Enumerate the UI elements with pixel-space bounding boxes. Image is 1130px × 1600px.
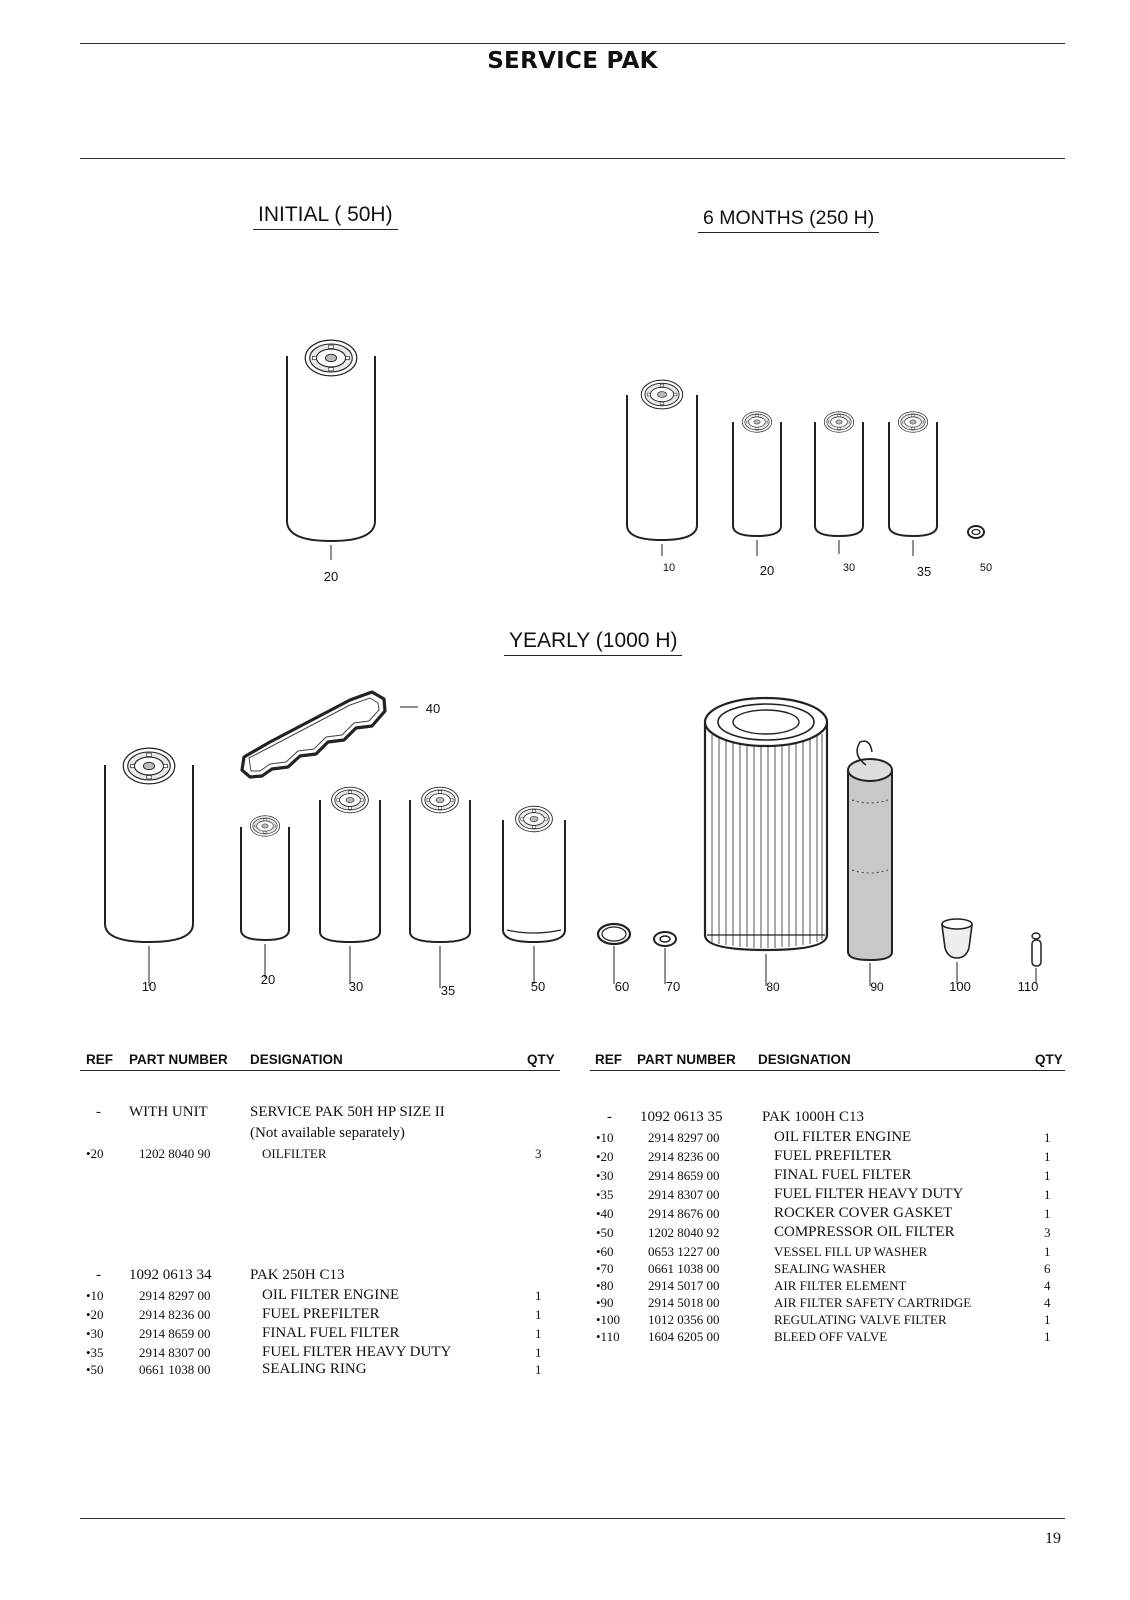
table-row-designation: SEALING WASHER <box>774 1261 887 1276</box>
table-row-part: 2914 8307 00 <box>648 1187 720 1202</box>
table-row-part: 1012 0356 00 <box>648 1312 720 1327</box>
callout-yearly-50: 50 <box>530 979 546 994</box>
table-row-part: 2914 8297 00 <box>139 1288 211 1303</box>
right-header-designation: DESIGNATION <box>758 1052 851 1067</box>
table-row-qty: 6 <box>1044 1261 1051 1276</box>
left-header-rule <box>80 1070 560 1071</box>
table-row-ref: •40 <box>596 1206 614 1221</box>
callout-yearly-10: 10 <box>141 979 157 994</box>
page-number: 19 <box>1045 1530 1061 1547</box>
table-row-qty: 1 <box>1044 1130 1051 1145</box>
table-row-part: 2914 8297 00 <box>648 1130 720 1145</box>
table-row-qty: 3 <box>535 1146 542 1161</box>
right-header-qty: QTY <box>1035 1052 1063 1067</box>
table-row-designation: REGULATING VALVE FILTER <box>774 1312 947 1327</box>
table-row-part: 2914 8236 00 <box>139 1307 211 1322</box>
table-row-part: 2914 5017 00 <box>648 1278 720 1293</box>
table-row-qty: 1 <box>535 1288 542 1303</box>
table-row-qty: 1 <box>1044 1244 1051 1259</box>
table-row-qty: 4 <box>1044 1278 1051 1293</box>
table-row-ref: •70 <box>596 1261 614 1276</box>
table-row-ref: •10 <box>596 1130 614 1145</box>
section-initial-heading: INITIAL ( 50H) <box>253 203 398 230</box>
table-row-group-part: 1092 0613 35 <box>640 1109 723 1125</box>
callout-yearly-60: 60 <box>614 979 630 994</box>
table-row-group-designation: PAK 250H C13 <box>250 1267 345 1283</box>
table-row-qty: 3 <box>1044 1225 1051 1240</box>
table-row-designation: OIL FILTER ENGINE <box>774 1129 912 1145</box>
callout-yearly-40: 40 <box>425 701 441 716</box>
table-row-qty: 1 <box>535 1326 542 1341</box>
left-header-designation: DESIGNATION <box>250 1052 343 1067</box>
table-row-part: 2914 8659 00 <box>648 1168 720 1183</box>
table-row-group-ref: - <box>607 1109 612 1125</box>
table-row-part: 2914 8659 00 <box>139 1326 211 1341</box>
table-row-designation: FUEL PREFILTER <box>774 1148 892 1164</box>
table-row-group-part: WITH UNIT <box>129 1104 208 1120</box>
left-header-ref: REF <box>86 1052 113 1067</box>
callout-6m-20: 20 <box>759 563 775 578</box>
callout-yearly-80: 80 <box>766 980 780 994</box>
table-row-ref: •60 <box>596 1244 614 1259</box>
table-row-group-designation: PAK 1000H C13 <box>762 1109 864 1125</box>
callout-yearly-35: 35 <box>440 983 456 998</box>
table-row-ref: •30 <box>86 1326 104 1341</box>
right-header-rule <box>590 1070 1065 1071</box>
table-row-ref: •35 <box>596 1187 614 1202</box>
callout-initial-20: 20 <box>323 569 339 584</box>
table-row-qty: 1 <box>1044 1329 1051 1344</box>
table-row-part: 1202 8040 90 <box>139 1146 211 1161</box>
table-row-designation: AIR FILTER SAFETY CARTRIDGE <box>774 1295 972 1310</box>
table-row-part: 0661 1038 00 <box>139 1362 211 1377</box>
table-row-part: 2914 8307 00 <box>139 1345 211 1360</box>
callout-yearly-70: 70 <box>665 979 681 994</box>
table-row-group-note: (Not available separately) <box>250 1125 405 1141</box>
callout-yearly-110: 110 <box>1017 979 1039 994</box>
table-row-designation: ROCKER COVER GASKET <box>774 1205 953 1221</box>
table-row-designation: COMPRESSOR OIL FILTER <box>774 1224 955 1240</box>
table-row-ref: •110 <box>596 1329 620 1344</box>
table-row-designation: OILFILTER <box>262 1146 327 1161</box>
table-row-ref: •20 <box>596 1149 614 1164</box>
table-row-designation: VESSEL FILL UP WASHER <box>774 1244 928 1259</box>
table-row-ref: •50 <box>596 1225 614 1240</box>
callout-yearly-30: 30 <box>348 979 364 994</box>
footer-rule <box>80 1518 1065 1519</box>
table-row-ref: •20 <box>86 1146 104 1161</box>
table-row-group-ref: - <box>96 1104 101 1120</box>
section-six-months-heading: 6 MONTHS (250 H) <box>698 206 879 233</box>
table-row-designation: SEALING RING <box>262 1361 367 1377</box>
table-row-part: 1202 8040 92 <box>648 1225 720 1240</box>
six-months-filters <box>627 380 984 556</box>
table-row-part: 0653 1227 00 <box>648 1244 720 1259</box>
table-row-designation: FUEL PREFILTER <box>262 1306 380 1322</box>
table-row-qty: 1 <box>1044 1312 1051 1327</box>
table-row-designation: FINAL FUEL FILTER <box>262 1325 400 1341</box>
table-row-ref: •20 <box>86 1307 104 1322</box>
table-row-part: 0661 1038 00 <box>648 1261 720 1276</box>
callout-yearly-100: 100 <box>949 979 971 994</box>
table-row-designation: OIL FILTER ENGINE <box>262 1287 400 1303</box>
callout-6m-50: 50 <box>979 562 993 574</box>
table-row-designation: BLEED OFF VALVE <box>774 1329 888 1344</box>
callout-yearly-90: 90 <box>870 980 884 994</box>
table-row-qty: 1 <box>1044 1149 1051 1164</box>
section-yearly-heading: YEARLY (1000 H) <box>504 629 682 656</box>
table-row-qty: 1 <box>535 1307 542 1322</box>
table-row-qty: 1 <box>1044 1187 1051 1202</box>
table-row-group-ref: - <box>96 1267 101 1283</box>
table-row-qty: 1 <box>535 1362 542 1377</box>
table-row-qty: 1 <box>1044 1206 1051 1221</box>
initial-oil-filter-20 <box>287 340 375 560</box>
table-row-group-designation: SERVICE PAK 50H HP SIZE II <box>250 1104 445 1120</box>
table-row-qty: 1 <box>1044 1168 1051 1183</box>
callout-6m-35: 35 <box>916 564 932 579</box>
table-row-ref: •50 <box>86 1362 104 1377</box>
callout-yearly-20: 20 <box>260 972 276 987</box>
table-row-designation: FINAL FUEL FILTER <box>774 1167 912 1183</box>
table-row-ref: •10 <box>86 1288 104 1303</box>
table-row-ref: •30 <box>596 1168 614 1183</box>
table-row-part: 1604 6205 00 <box>648 1329 720 1344</box>
right-header-ref: REF <box>595 1052 622 1067</box>
table-row-designation: FUEL FILTER HEAVY DUTY <box>774 1186 964 1202</box>
table-row-qty: 1 <box>535 1345 542 1360</box>
table-row-qty: 4 <box>1044 1295 1051 1310</box>
table-row-group-part: 1092 0613 34 <box>129 1267 212 1283</box>
table-row-designation: FUEL FILTER HEAVY DUTY <box>262 1344 452 1360</box>
callout-6m-10: 10 <box>662 562 676 574</box>
table-row-part: 2914 8236 00 <box>648 1149 720 1164</box>
table-row-ref: •80 <box>596 1278 614 1293</box>
table-row-ref: •100 <box>596 1312 621 1327</box>
table-row-part: 2914 8676 00 <box>648 1206 720 1221</box>
table-row-part: 2914 5018 00 <box>648 1295 720 1310</box>
right-header-part-number: PART NUMBER <box>637 1052 736 1067</box>
left-header-part-number: PART NUMBER <box>129 1052 228 1067</box>
table-row-ref: •35 <box>86 1345 104 1360</box>
page-title: SERVICE PAK <box>487 48 658 74</box>
callout-6m-30: 30 <box>842 562 856 574</box>
table-row-designation: AIR FILTER ELEMENT <box>774 1278 907 1293</box>
left-header-qty: QTY <box>527 1052 555 1067</box>
yearly-filters <box>105 692 1041 988</box>
table-row-ref: •90 <box>596 1295 614 1310</box>
